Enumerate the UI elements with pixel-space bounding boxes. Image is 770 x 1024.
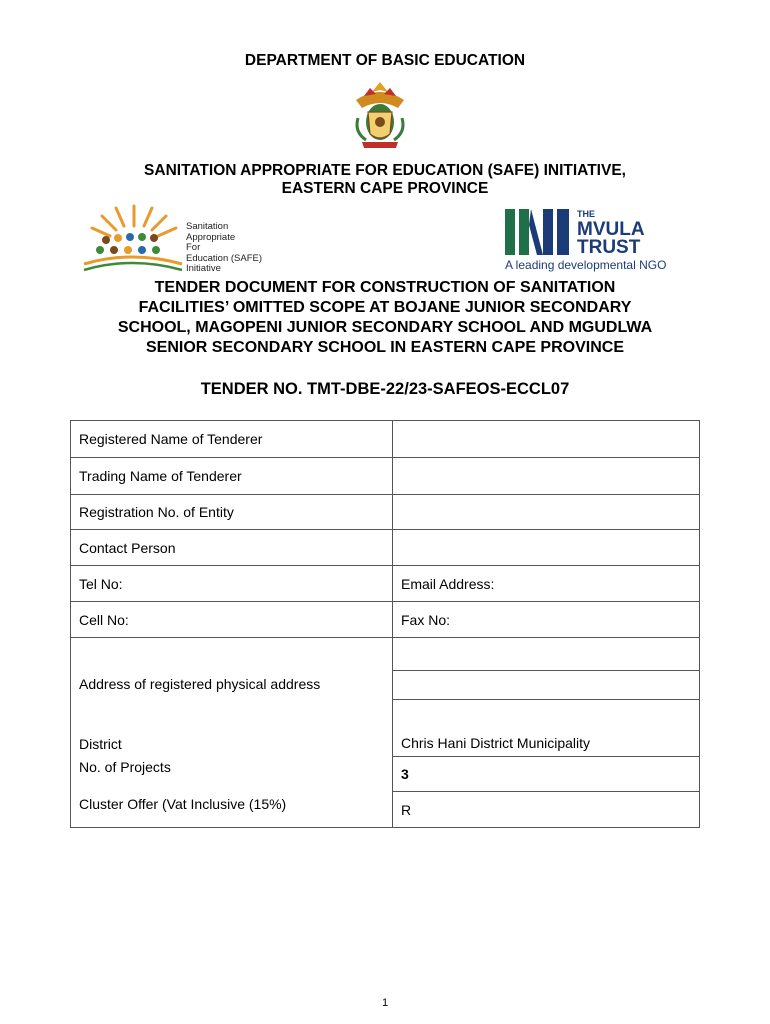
projects-label: No. of Projects: [71, 757, 393, 792]
registration-no-field[interactable]: [393, 495, 700, 530]
contact-person-field[interactable]: [393, 530, 700, 566]
tender-title-line-3: SCHOOL, MAGOPENI JUNIOR SECONDARY SCHOOL AND MGUDLWA: [117, 319, 653, 336]
trading-name-label: Trading Name of Tenderer: [71, 458, 393, 495]
address-line-2-field[interactable]: [393, 671, 700, 700]
district-value: Chris Hani District Municipality: [393, 731, 700, 757]
coat-of-arms-logo: [348, 78, 412, 150]
cell-no-label[interactable]: Cell No:: [71, 602, 393, 638]
contact-person-label: Contact Person: [71, 530, 393, 566]
registered-name-label: Registered Name of Tenderer: [71, 421, 393, 458]
tender-title: [0, 278, 770, 358]
tender-number: TENDER NO. TMT-DBE-22/23-SAFEOS-ECCL07: [200, 380, 570, 398]
tenderer-details-form: [70, 420, 700, 828]
safe-logo-text: Sanitation Appropriate For Education (SAFE) Initiative: [186, 221, 263, 274]
cluster-offer-field[interactable]: R: [393, 792, 700, 828]
initiative-heading: [0, 162, 770, 198]
svg-text:A leading developmental NGO: A leading developmental NGO: [505, 258, 667, 272]
registration-no-label: Registration No. of Entity: [71, 495, 393, 530]
district-label: District: [71, 731, 393, 757]
tender-title-line-4: SENIOR SECONDARY SCHOOL IN EASTERN CAPE PROVINCE: [146, 339, 624, 356]
mvula-trust-logo: [505, 205, 675, 273]
department-heading: DEPARTMENT OF BASIC EDUCATION: [244, 52, 526, 69]
email-address-label[interactable]: Email Address:: [393, 566, 700, 602]
initiative-line-1: SANITATION APPROPRIATE FOR EDUCATION (SAFE) INITIATIVE,: [144, 162, 626, 179]
tender-title-line-2: FACILITIES’ OMITTED SCOPE AT BOJANE JUNIOR SECONDARY: [138, 299, 632, 316]
cluster-offer-label: Cluster Offer (Vat Inclusive (15%): [71, 792, 393, 828]
initiative-line-2: EASTERN CAPE PROVINCE: [281, 180, 489, 197]
address-line-1-field[interactable]: [393, 638, 700, 671]
trading-name-field[interactable]: [393, 458, 700, 495]
fax-no-label[interactable]: Fax No:: [393, 602, 700, 638]
address-label: Address of registered physical address: [71, 638, 393, 731]
tender-title-line-1: TENDER DOCUMENT FOR CONSTRUCTION OF SANITATION: [154, 279, 616, 296]
tel-no-label[interactable]: Tel No:: [71, 566, 393, 602]
address-line-3-field[interactable]: [393, 700, 700, 731]
projects-value: 3: [393, 757, 700, 792]
page-number: 1: [381, 997, 389, 1009]
svg-text:MVULA: MVULA: [577, 219, 645, 240]
svg-text:TRUST: TRUST: [577, 237, 641, 258]
registered-name-field[interactable]: [393, 421, 700, 458]
svg-text:THE: THE: [577, 209, 595, 219]
